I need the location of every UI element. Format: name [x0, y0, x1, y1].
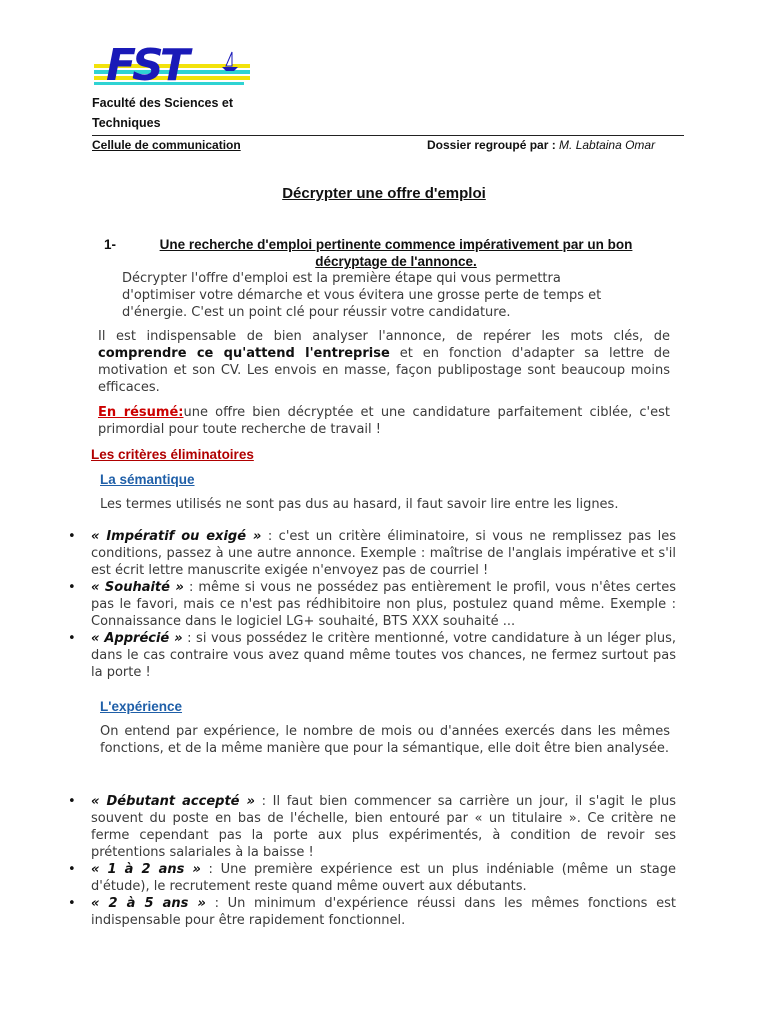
faculty-name: Faculté des Sciences et Techniques [92, 96, 234, 130]
analysis-paragraph: Il est indispensable de bien analyser l'annonce, de repérer les mots clés, de comprendre ce qu'attend l'entreprise et en fonction d'adapter sa lettre de motivation et son CV. Les envois en masse, façon publipostage sont beaucoup moins efficaces. [98, 329, 671, 395]
cell-label: Cellule de communication [92, 138, 241, 152]
page-title: Décrypter une offre d'emploi [282, 185, 486, 202]
fst-logo [92, 40, 254, 94]
list-item: • « Apprécié » : si vous possédez le critère mentionné, votre candidature à un léger plus, dans le cas contraire vous avez quand même toutes vos chances, ne fermez surtout pas la porte ! [68, 631, 676, 680]
dossier-credit: Dossier regroupé par : M. Labtaina Omar [427, 138, 656, 152]
summary-paragraph: En résumé:une offre bien décryptée et une candidature parfaitement ciblée, c'est primordial pour toute recherche de travail ! [98, 405, 670, 437]
criteria-heading: Les critères éliminatoires [91, 447, 254, 462]
summary-label: En résumé: [98, 405, 184, 420]
list-item: • « Souhaité » : même si vous ne possédez pas entièrement le profil, vous n'êtes certes pas le favori, mais ce n'est pas rédhibitoire non plus, postulez quand même. Exemple : Connaissance dans le logiciel LG+ souhaité, BTS XXX souhaité ... [68, 580, 676, 629]
list-item: • « Débutant accepté » : Il faut bien commencer sa carrière un jour, il s'agit le plus souvent du poste en bas de l'échelle, bien entouré par « un titulaire ». Ce critère ne ferme cependant pas la porte aux plus expérimentés, à condition de revoir ses prétentions salariales à la baisse ! [68, 794, 676, 860]
semantic-list [68, 528, 676, 681]
experience-heading: L'expérience [100, 699, 183, 714]
experience-list [68, 793, 676, 929]
semantic-heading: La sémantique [100, 472, 195, 487]
section-1-heading: 1- Une recherche d'emploi pertinente commence impérativement par un bon décryptage de l'annonce. [104, 237, 633, 269]
logo-lettering: FST [106, 40, 186, 91]
semantic-paragraph: Les termes utilisés ne sont pas dus au hasard, il faut savoir lire entre les lignes. [100, 497, 619, 512]
document-header-row [92, 135, 684, 153]
intro-paragraph: Décrypter l'offre d'emploi est la première étape qui vous permettra d'optimiser votre démarche et vous évitera une grosse perte de temps et d'énergie. C'est un point clé pour réussir votre candidature. [122, 271, 602, 320]
list-item: • « Impératif ou exigé » : c'est un critère éliminatoire, si vous ne remplissez pas les conditions, passez à une autre annonce. Exemple : maîtrise de l'anglais impérative et s'il est écrit lettre manuscrite exigée n'envoyez pas de courriel ! [68, 529, 677, 578]
list-item: • « 2 à 5 ans » : Un minimum d'expérience réussi dans les mêmes fonctions est indispensable pour être rapidement fonctionnel. [68, 896, 677, 928]
experience-paragraph: On entend par expérience, le nombre de mois ou d'années exercés dans les mêmes fonctions, et de la même manière que pour la sémantique, elle doit être bien analysée. [100, 724, 670, 756]
list-item: • « 1 à 2 ans » : Une première expérience est un plus indéniable (même un stage d'étude), le recrutement reste quand même ouvert aux débutants. [68, 862, 676, 894]
